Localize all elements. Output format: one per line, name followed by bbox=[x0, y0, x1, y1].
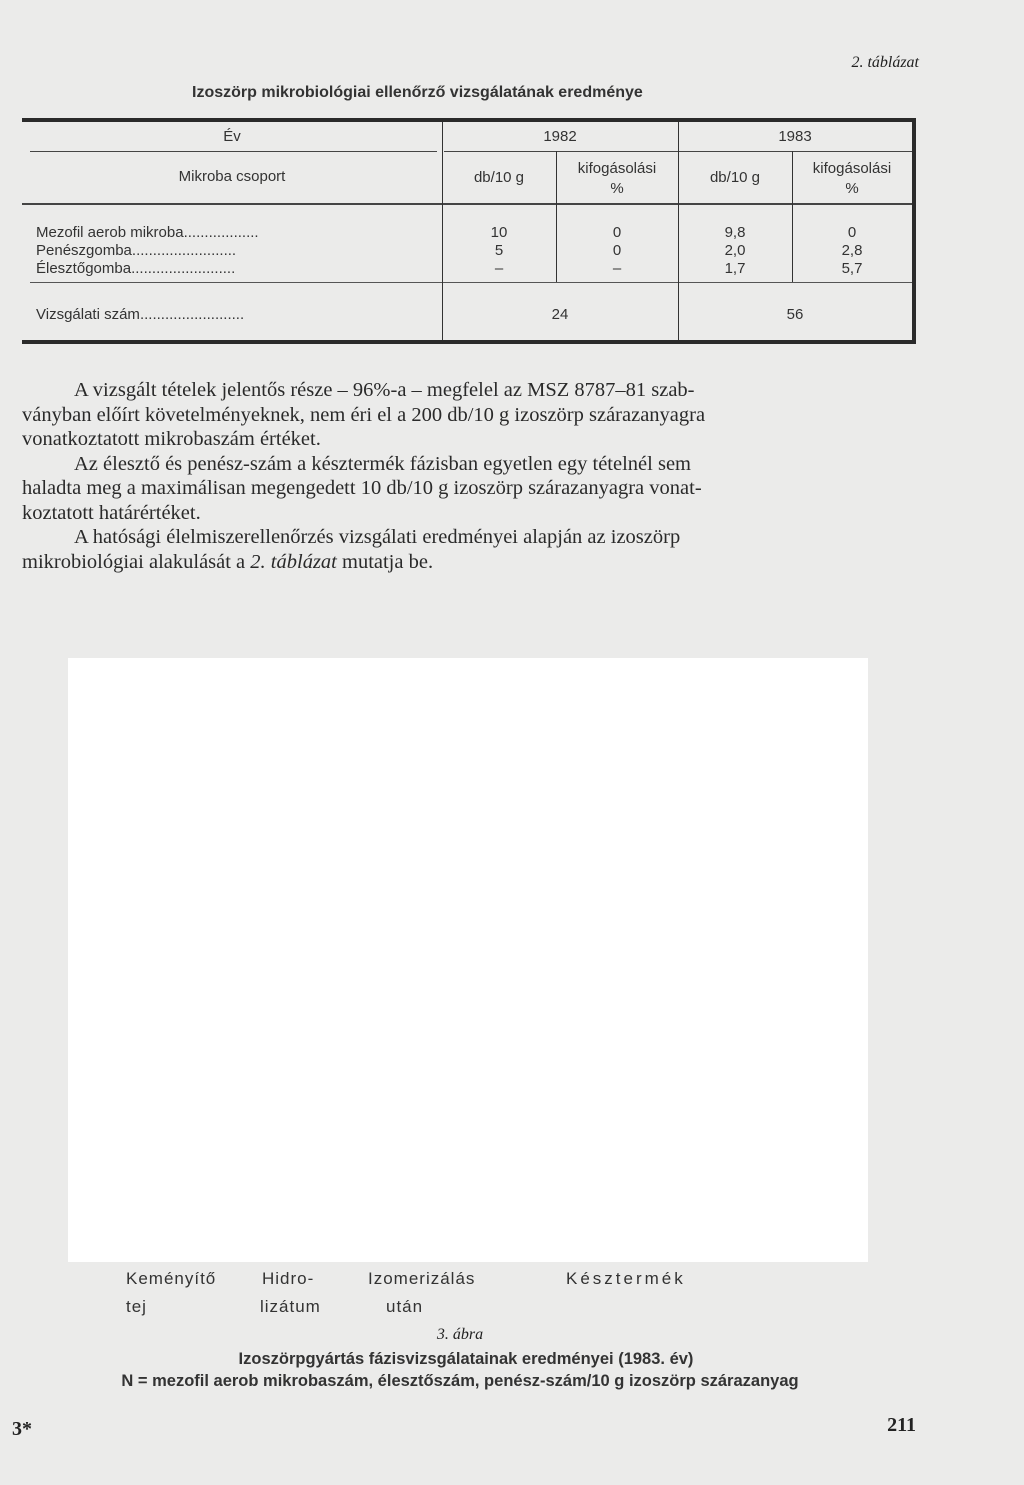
objection-header-1982: kifogásolási % bbox=[577, 160, 657, 197]
microbe-group-header: Mikroba csoport bbox=[178, 168, 286, 185]
total-row-label: Vizsgálati szám......................... bbox=[36, 306, 245, 323]
figure-image-area bbox=[68, 658, 868, 1262]
row-name: Mezofil aerob mikroba.................. bbox=[36, 224, 259, 241]
page-number: 211 bbox=[887, 1414, 916, 1436]
total-separator-rule bbox=[30, 282, 912, 283]
paragraph-line: koztatott határértéket. bbox=[22, 501, 201, 524]
count-header-1983: db/10 g bbox=[709, 169, 761, 186]
paragraph-line: vonatkoztatott mikrobaszám értéket. bbox=[22, 428, 321, 450]
paragraph-line: ványban előírt követelményeknek, nem éri el a 200 db/10 g izoszörp szárazanyagra bbox=[22, 403, 706, 426]
x-label-final-product: Késztermék bbox=[566, 1269, 686, 1288]
counts-1982: 10 5 – bbox=[490, 224, 508, 277]
year-1983-header: 1983 bbox=[778, 128, 812, 145]
objection-1983: 0 2,8 5,7 bbox=[841, 224, 863, 277]
row-name: Élesztőgomba......................... bbox=[36, 260, 236, 277]
table-title: Izoszörp mikrobiológiai ellenőrző vizsgálatának eredménye bbox=[192, 84, 643, 101]
table-reference: 2. táblázat bbox=[250, 550, 337, 573]
row-names bbox=[36, 224, 436, 278]
figure-caption-legend: N = mezofil aerob mikrobaszám, élesztőszám, penész-szám/10 g izoszörp szárazanyag bbox=[121, 1372, 799, 1390]
paragraph-line: Az élesztő és penész-szám a késztermék fázisban egyetlen egy tételnél sem bbox=[74, 452, 691, 475]
results-table bbox=[22, 118, 916, 344]
paragraph-line: mikrobiológiai alakulását a 2. táblázat mutatja be. bbox=[22, 550, 434, 573]
header-rule-left bbox=[30, 151, 437, 152]
figure-caption-title: Izoszörpgyártás fázisvizsgálatainak eredményei (1983. év) bbox=[238, 1350, 694, 1368]
year-1982-header: 1982 bbox=[543, 128, 577, 145]
row-name: Penészgomba......................... bbox=[36, 242, 237, 259]
count-header-1982: db/10 g bbox=[473, 169, 525, 186]
total-1983: 56 bbox=[786, 306, 804, 323]
objection-header-1983: kifogásolási % bbox=[812, 160, 892, 197]
x-label-isomerization: Izomerizálás után bbox=[368, 1269, 476, 1316]
x-label-starch-milk: Keményítő tej bbox=[126, 1269, 217, 1316]
objection-1982: 0 0 – bbox=[612, 224, 622, 277]
body-text bbox=[22, 378, 915, 574]
paragraph-line: haladta meg a maximálisan megengedett 10 db/10 g izoszörp szárazanyagra vonat- bbox=[22, 477, 702, 499]
figure-label: 3. ábra bbox=[436, 1326, 484, 1343]
total-1982: 24 bbox=[551, 306, 569, 323]
year-header: Év bbox=[223, 128, 241, 145]
paragraph-line: A hatósági élelmiszerellenőrzés vizsgálati eredményei alapján az izoszörp bbox=[74, 526, 681, 548]
header-bottom-rule bbox=[22, 203, 912, 205]
paragraph-line: A vizsgált tételek jelentős része – 96%-a – megfelel az MSZ 8787–81 szab- bbox=[74, 379, 695, 401]
signature-mark: 3* bbox=[12, 1418, 32, 1440]
table-number-label: 2. táblázat bbox=[851, 54, 919, 71]
x-label-hydrolysate: Hidro- lizátum bbox=[260, 1269, 321, 1316]
counts-1983: 9,8 2,0 1,7 bbox=[724, 224, 746, 277]
